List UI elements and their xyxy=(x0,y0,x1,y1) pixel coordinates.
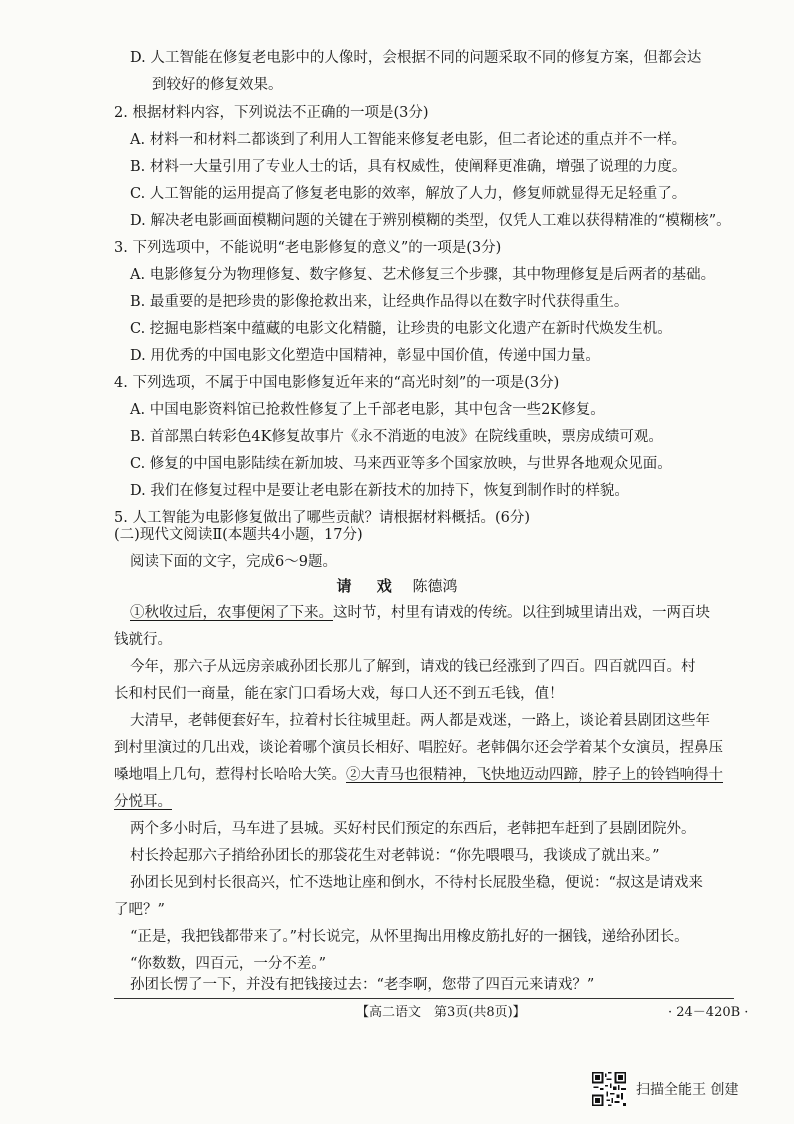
question-2-stem: 2. 根据材料内容，下列说法不正确的一项是(3分) xyxy=(114,105,429,121)
story-author: 陈德鸿 xyxy=(412,577,458,595)
q2-option-a: A. 材料一和材料二都谈到了利用人工智能来修复老电影，但二者论述的重点并不一样。 xyxy=(130,132,687,148)
marked-sentence-2-end: 分悦耳。 xyxy=(114,794,172,810)
q4-option-d: D. 我们在修复过程中是要让老电影在新技术的加持下，恢复到制作时的样貌。 xyxy=(130,483,629,499)
q2-option-d: D. 解决老电影画面模糊问题的关键在于辨别模糊的类型，仅凭人工难以获得精准的“模糊核”。 xyxy=(130,213,731,229)
section-heading: (二)现代文阅读Ⅱ(本题共4小题，17分) xyxy=(114,527,363,543)
story-paragraph-9: 孙团长愣了一下，并没有把钱接过去：“老李啊，您带了四百元来请戏？” xyxy=(130,977,595,993)
question-3-stem: 3. 下列选项中，不能说明“老电影修复的意义”的一项是(3分) xyxy=(114,240,502,256)
scanner-watermark xyxy=(592,1072,738,1106)
q3-option-c: C. 挖掘电影档案中蕴藏的电影文化精髓，让珍贵的电影文化遗产在新时代焕发生机。 xyxy=(130,321,672,337)
q3-option-d: D. 用优秀的中国电影文化塑造中国精神，彰显中国价值，传递中国力量。 xyxy=(130,348,600,364)
story-paragraph-2-line2: 长和村民们一商量，能在家门口看场大戏，每口人还不到五毛钱，值！ xyxy=(114,686,564,702)
story-paragraph-2-line1: 今年，那六子从远房亲戚孙团长那儿了解到，请戏的钱已经涨到了四百。四百就四百。村 xyxy=(130,659,696,675)
story-paragraph-7: “正是，我把钱都带来了。”村长说完，从怀里掏出用橡皮筋扎好的一捆钱，递给孙团长。 xyxy=(130,929,689,945)
story-paragraph-5: 村长拎起那六子捎给孙团长的那袋花生对老韩说：“你先喂喂马，我谈成了就出来。” xyxy=(130,848,660,864)
qr-code-icon xyxy=(592,1072,626,1106)
q4-option-a: A. 中国电影资料馆已抢救性修复了上千部老电影，其中包含一些2K修复。 xyxy=(130,402,605,418)
question-5-stem: 5. 人工智能为电影修复做出了哪些贡献？请根据材料概括。(6分) xyxy=(114,510,530,526)
q4-option-c: C. 修复的中国电影陆续在新加坡、马来西亚等多个国家放映，与世界各地观众见面。 xyxy=(130,456,672,472)
q1-option-d-line2: 到较好的修复效果。 xyxy=(152,77,283,93)
story-paragraph-6-line2: 了吧？” xyxy=(114,902,165,918)
marked-sentence-2: ②大青马也很精神，飞快地迈动四蹄，脖子上的铃铛响得十 xyxy=(346,767,723,783)
story-paragraph-3-line4 xyxy=(114,792,172,812)
story-paragraph-4: 两个多小时后，马车进了县城。买好村民们预定的东西后，老韩把车赶到了县剧团院外。 xyxy=(130,821,696,837)
q3-option-b: B. 最重要的是把珍贵的影像抢救出来，让经典作品得以在数字时代获得重生。 xyxy=(130,294,629,310)
story-paragraph-6-line1: 孙团长见到村长很高兴，忙不迭地让座和倒水，不待村长屁股坐稳，便说：“叔这是请戏来 xyxy=(130,875,703,891)
question-4-stem: 4. 下列选项，不属于中国电影修复近年来的“高光时刻”的一项是(3分) xyxy=(114,375,560,391)
story-title: 请 戏 xyxy=(336,577,402,595)
story-paragraph-3-line1: 大清早，老韩便套好车，拉着村长往城里赶。两人都是戏迷，一路上，谈论着县剧团这些年 xyxy=(130,713,710,729)
story-paragraph-8: “你数数，四百元，一分不差。” xyxy=(130,956,327,972)
q3-option-a: A. 电影修复分为物理修复、数字修复、艺术修复三个步骤，其中物理修复是后两者的基础。 xyxy=(130,267,716,283)
story-paragraph-1-line2: 钱就行。 xyxy=(114,632,172,648)
q4-option-b: B. 首部黑白转彩色4K修复故事片《永不消逝的电波》在院线重映，票房成绩可观。 xyxy=(130,429,663,445)
footer-divider xyxy=(114,998,734,999)
story-paragraph-3-line3 xyxy=(114,765,723,785)
section-instruction: 阅读下面的文字，完成6～9题。 xyxy=(130,554,337,570)
q1-option-d-line1: D. 人工智能在修复老电影中的人像时，会根据不同的问题采取不同的修复方案，但都会达 xyxy=(130,50,702,66)
q2-option-c: C. 人工智能的运用提高了修复老电影的效率，解放了人力，修复师就显得无足轻重了。 xyxy=(130,186,687,202)
page-footer: 【高二语文 第3页(共8页)】 xyxy=(356,1005,526,1020)
p1-rest: 这时节，村里有请戏的传统。以往到城里请出戏，一两百块 xyxy=(333,605,710,621)
p3-plain: 嗓地唱上几句，惹得村长哈哈大笑。 xyxy=(114,767,346,783)
q2-option-b: B. 材料一大量引用了专业人士的话，具有权威性，使阐释更准确，增强了说理的力度。 xyxy=(130,159,687,175)
marked-sentence-1: ①秋收过后，农事便闲了下来。 xyxy=(130,605,333,621)
story-paragraph-1-line1 xyxy=(130,603,710,623)
exam-code: · 24－420B · xyxy=(668,1005,749,1020)
story-paragraph-3-line2: 到村里演过的几出戏，谈论着哪个演员长相好、唱腔好。老韩偶尔还会学着某个女演员，捏鼻压 xyxy=(114,740,723,756)
scanner-watermark-text: 扫描全能王 创建 xyxy=(636,1082,739,1098)
story-title-line xyxy=(0,576,794,596)
